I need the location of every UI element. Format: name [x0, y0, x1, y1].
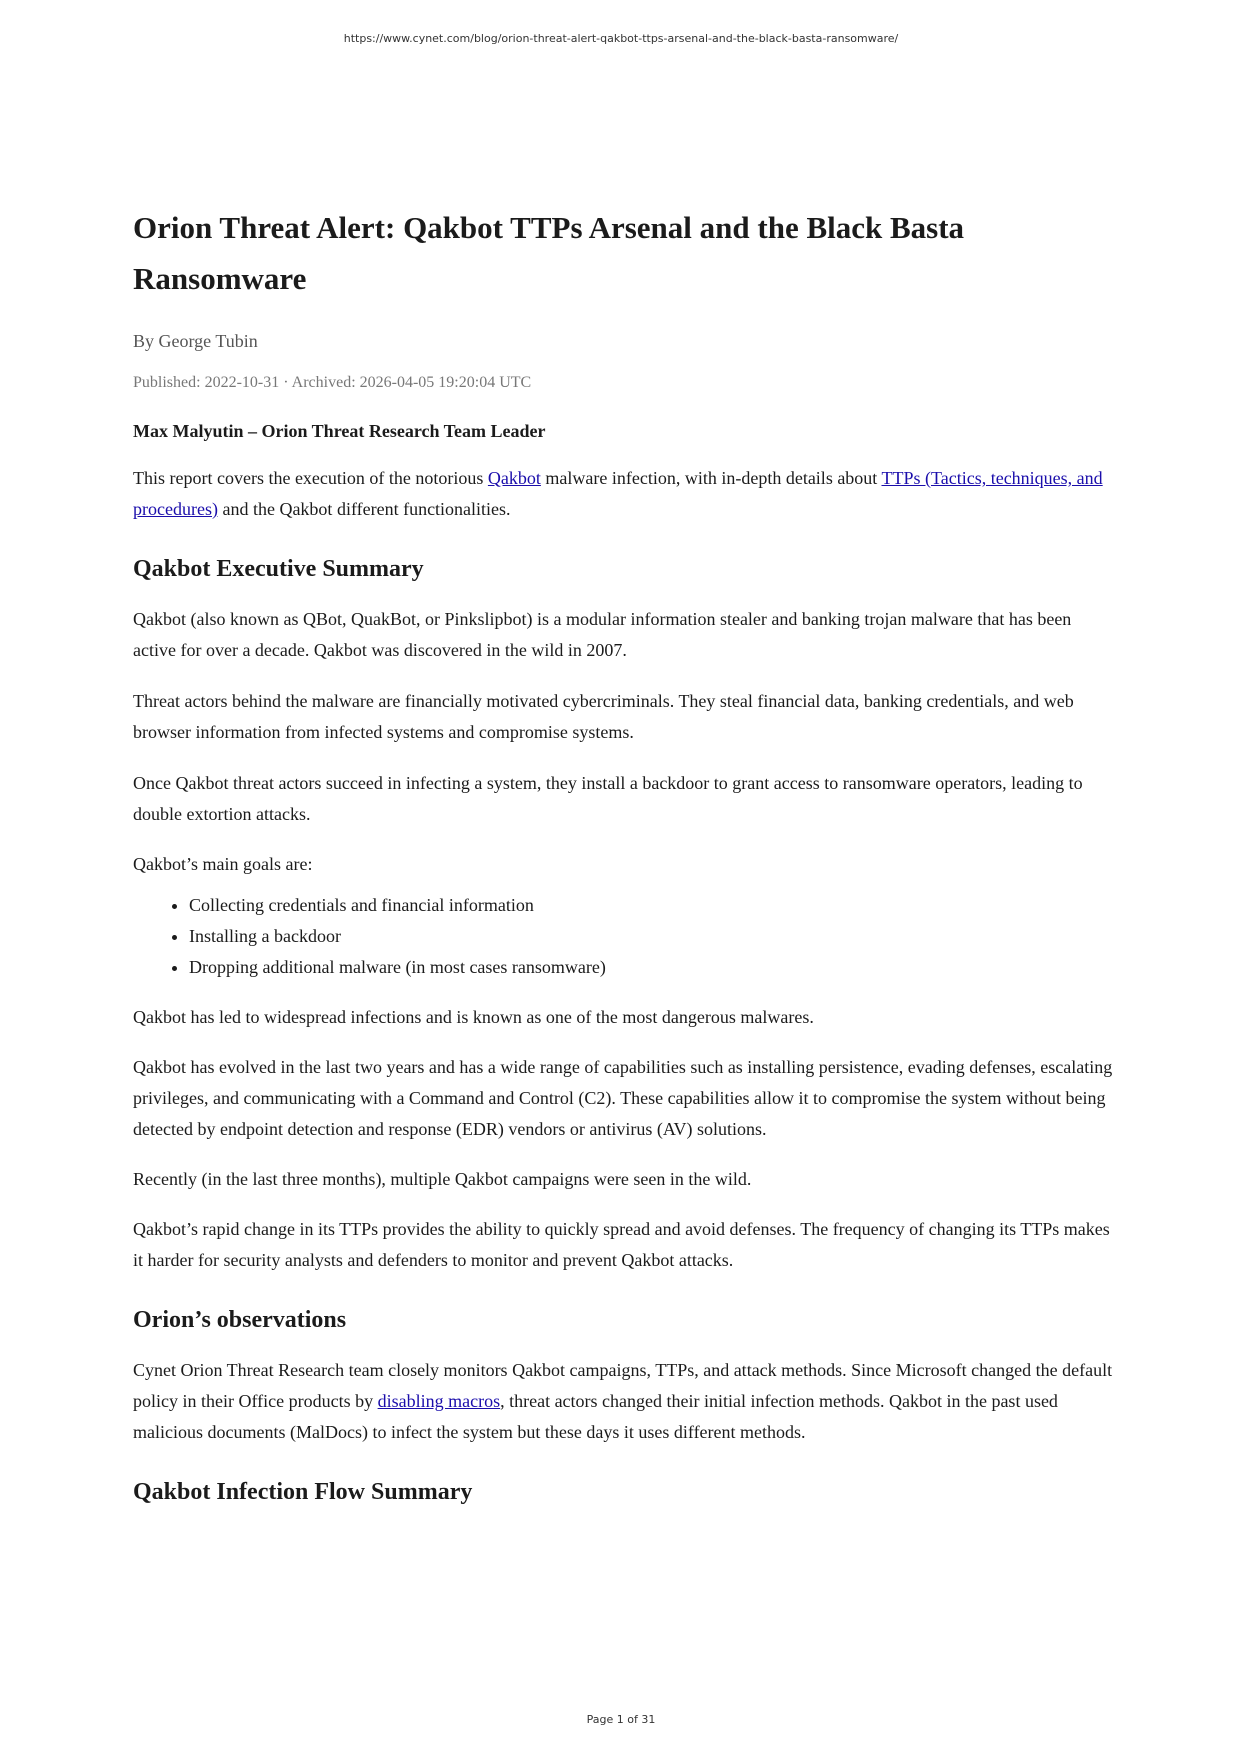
observations-text-1: Cynet Orion Threat Research team closely monitors Qakbot campaigns, TTPs, and attack methods. Since Microsoft changed the default policy in their Office products by	[133, 1360, 1113, 1411]
summary-paragraph-4: Qakbot’s main goals are:	[133, 854, 313, 874]
observations-text-2: , threat actors changed their initial infection methods. Qakbot in the past used malicious documents (MalDocs) to infect the system but these days it uses different methods.	[133, 1391, 1058, 1442]
summary-paragraph-7: Recently (in the last three months), multiple Qakbot campaigns were seen in the wild.	[133, 1169, 752, 1189]
article-title: Orion Threat Alert: Qakbot TTPs Arsenal and the Black Basta Ransomware	[133, 210, 965, 296]
qakbot-link[interactable]: Qakbot	[487, 468, 541, 488]
disabling-macros-link[interactable]: disabling macros	[377, 1391, 501, 1411]
page-number: Page 1 of 31	[586, 1713, 656, 1726]
article-content	[133, 202, 1113, 1508]
list-item: • Installing a backdoor	[189, 921, 1113, 952]
author-line: Max Malyutin – Orion Threat Research Team Leader	[133, 421, 546, 441]
page-url-header: https://www.cynet.com/blog/orion-threat-alert-qakbot-ttps-arsenal-and-the-black-basta-ransomware/	[343, 32, 899, 45]
intro-text-2: malware infection, with in-depth details about	[540, 468, 882, 488]
summary-paragraph-6: Qakbot has evolved in the last two years and has a wide range of capabilities such as installing persistence, evading defenses, escalating privileges, and communicating with a Command and Control (C2). These capabilities allow it to compromise the system without being detected by endpoint detection and response (EDR) vendors or antivirus (AV) solutions.	[133, 1057, 1113, 1139]
article-byline: By George Tubin	[133, 331, 258, 351]
section-heading-executive-summary: Qakbot Executive Summary	[133, 556, 424, 582]
list-item: • Collecting credentials and financial information	[189, 890, 1113, 921]
intro-text-1: This report covers the execution of the notorious	[133, 468, 488, 488]
summary-paragraph-2: Threat actors behind the malware are financially motivated cybercriminals. They steal financial data, banking credentials, and web browser information from infected systems and compromise systems.	[133, 691, 1074, 742]
section-heading-observations: Orion’s observations	[133, 1307, 347, 1333]
intro-paragraph	[133, 463, 1113, 525]
goals-list	[133, 890, 1113, 983]
summary-paragraph-1: Qakbot (also known as QBot, QuakBot, or Pinkslipbot) is a modular information stealer and banking trojan malware that has been active for over a decade. Qakbot was discovered in the wild in 2007.	[133, 609, 1072, 660]
intro-text-3: and the Qakbot different functionalities.	[217, 499, 511, 519]
ttps-link[interactable]: TTPs (Tactics, techniques, and procedures)	[133, 468, 1103, 519]
list-item: • Dropping additional malware (in most cases ransomware)	[189, 952, 1113, 983]
observations-paragraph	[133, 1355, 1113, 1448]
summary-paragraph-8: Qakbot’s rapid change in its TTPs provides the ability to quickly spread and avoid defenses. The frequency of changing its TTPs makes it harder for security analysts and defenders to monitor and prevent Qakbot attacks.	[133, 1219, 1110, 1270]
summary-paragraph-3: Once Qakbot threat actors succeed in infecting a system, they install a backdoor to grant access to ransomware operators, leading to double extortion attacks.	[133, 773, 1083, 824]
article-meta: Published: 2022-10-31 · Archived: 2026-04-05 19:20:04 UTC	[133, 374, 532, 391]
section-heading-infection-flow: Qakbot Infection Flow Summary	[133, 1479, 473, 1505]
summary-paragraph-5: Qakbot has led to widespread infections and is known as one of the most dangerous malwares.	[133, 1007, 814, 1027]
